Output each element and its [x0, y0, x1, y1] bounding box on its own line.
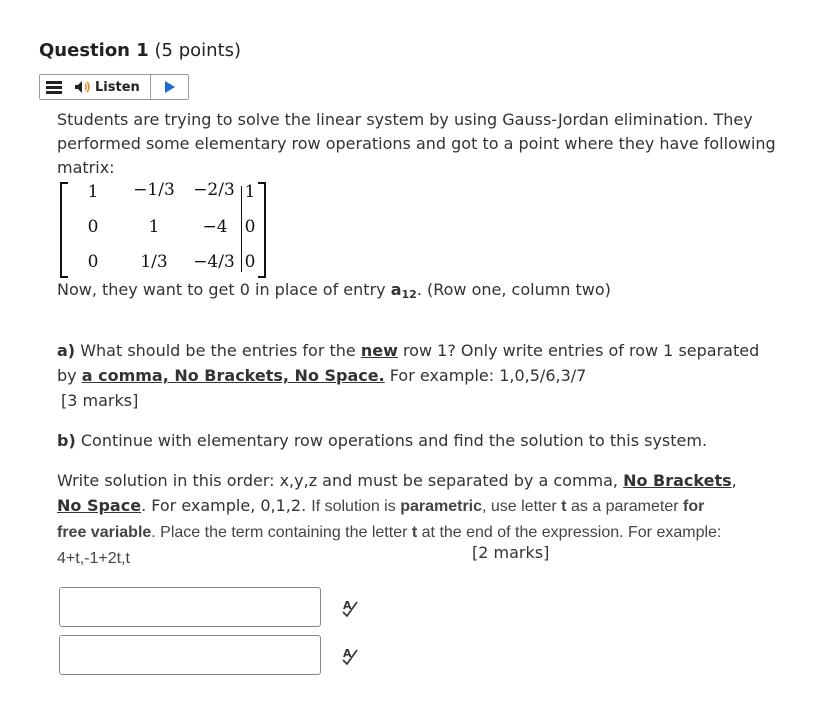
entry-symbol: a — [390, 280, 402, 299]
matrix-cell: 1/3 — [140, 252, 168, 272]
part-b-example: at the end of the expression. For example: 4+t,-1+2t,t — [57, 524, 722, 567]
question-label: Question 1 — [39, 40, 149, 61]
question-title — [39, 40, 241, 61]
part-b-line: If solution is — [311, 498, 401, 515]
matrix-cell: 1 — [148, 217, 160, 237]
no-brackets-emphasis: No Brackets — [623, 471, 732, 490]
entry-instruction — [57, 280, 611, 301]
matrix-cell: −1/3 — [133, 180, 175, 200]
menu-icon[interactable] — [40, 81, 66, 94]
matrix-right-bracket — [258, 182, 266, 278]
question-points: (5 points) — [154, 40, 242, 61]
part-b-line: , use letter — [482, 498, 562, 515]
matrix-cell: 0 — [87, 252, 99, 272]
entry-text-after: . (Row one, column two) — [416, 280, 611, 299]
part-a-marks: [3 marks] — [61, 391, 139, 410]
answer-b-input[interactable] — [59, 635, 321, 675]
part-b-line: Write solution in this order: x,y,z and must be separated by a comma, — [57, 471, 624, 490]
part-b-comma: , — [731, 471, 737, 490]
new-emphasis: new — [360, 341, 398, 360]
part-a-label: a) — [57, 341, 76, 360]
free-variable-emphasis: free variable — [57, 524, 152, 541]
parametric-emphasis: parametric — [400, 498, 483, 515]
matrix-cell: 0 — [244, 217, 256, 237]
listen-toolbar — [39, 74, 189, 100]
matrix-cell: 0 — [87, 217, 99, 237]
part-a-text: What should be the entries for the — [75, 341, 361, 360]
entry-subscript: 12 — [401, 288, 417, 301]
part-b-marks: [2 marks] — [472, 543, 550, 562]
part-b-line: . Place the term containing the letter — [151, 524, 412, 541]
svg-text:A: A — [343, 599, 352, 612]
toolbar-divider — [150, 75, 151, 99]
part-b — [57, 428, 777, 453]
t-emphasis: t — [561, 498, 567, 515]
question-intro — [57, 108, 777, 180]
matrix-cell: 1 — [87, 182, 99, 202]
speaker-icon — [74, 80, 92, 94]
play-icon[interactable] — [165, 81, 175, 93]
intro-text: Students are trying to solve the linear system by using Gauss-Jordan elimination. They performed some elementary row operations and got to a point where they have following matrix: — [57, 110, 776, 177]
augmented-matrix — [60, 180, 270, 276]
t-emphasis: t — [411, 524, 418, 541]
part-a — [57, 338, 777, 413]
matrix-left-bracket — [60, 182, 68, 278]
matrix-cell: 0 — [244, 252, 256, 272]
for-emphasis: for — [683, 498, 705, 515]
matrix-cell: 1 — [244, 182, 256, 202]
matrix-cell: −2/3 — [193, 180, 235, 200]
matrix-cell: −4 — [202, 217, 228, 237]
entry-text-before: Now, they want to get 0 in place of entry — [57, 280, 391, 299]
matrix-cell: −4/3 — [193, 252, 235, 272]
listen-label: Listen — [95, 79, 140, 95]
no-space-emphasis: No Space — [57, 496, 142, 515]
part-b-label: b) — [57, 431, 76, 450]
part-b-text: Continue with elementary row operations and find the solution to this system. — [75, 431, 708, 450]
format-emphasis: a comma, No Brackets, No Space. — [81, 366, 385, 385]
part-b-line: . For example, 0,1,2. — [141, 496, 312, 515]
answer-a-input[interactable] — [59, 587, 321, 627]
part-b-instructions — [57, 468, 777, 571]
svg-text:A: A — [343, 647, 352, 660]
spell-check-icon[interactable] — [340, 646, 360, 666]
part-a-text: row 1? Only write entries of row 1 separated by — [57, 341, 760, 385]
part-a-example: For example: 1,0,5/6,3/7 — [384, 366, 587, 385]
listen-button[interactable] — [74, 80, 140, 95]
part-b-line: as a parameter — [566, 498, 683, 515]
spell-check-icon[interactable] — [340, 598, 360, 618]
